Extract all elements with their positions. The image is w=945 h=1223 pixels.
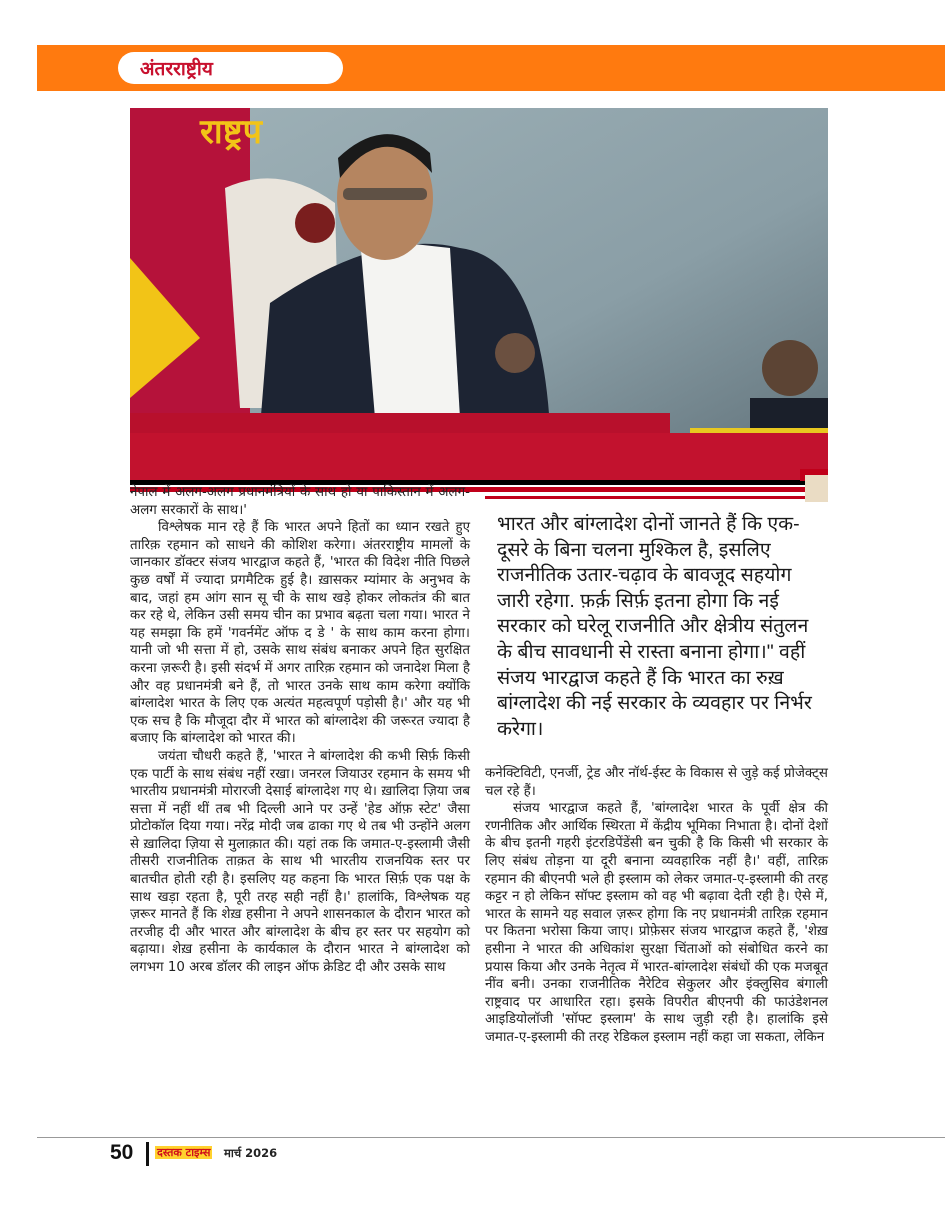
section-title: अंतरराष्ट्रीय xyxy=(140,58,213,80)
paragraph: विश्लेषक मान रहे हैं कि भारत अपने हितों का ध्यान रखते हुए तारिक़ रहमान को साधने की कोशिश करेगा। अंतरराष्ट्रीय मामलों के जानकार डॉक्टर संजय भारद्वाज कहते हैं, 'भारत की विदेश नीति पिछले कुछ वर्षों में ज्यादा प्रगमैटिक हुई है। ख़ासकर म्यांमार के अनुभव के बाद, जहां हम आंग सान सू ची के साथ खड़े होकर लोकतंत्र की बात कर रहे थे, लेकिन उसी समय चीन का प्रभाव बढ़ता चला गया। भारत ने यह समझा कि हमें 'गवर्नमेंट ऑफ द डे ' के साथ काम करना होगा। यानी जो भी सत्ता में हो, उसके साथ संबंध बनाकर अपने हित सुरक्षित करना ज़रूरी है। इसी संदर्भ में अगर तारिक़ रहमान को जनादेश मिला है और वह प्रधानमंत्री बने हैं, तो भारत उनके साथ काम करेगा क्योंकि बांग्लादेश भारत के लिए एक अत्यंत महत्वपूर्ण पड़ोसी है।' और यह भी एक सच है कि मौजूदा दौर में भारत को बांग्लादेश की जरूरत ज्यादा है बजाए कि बांग्लादेश को भारत की। xyxy=(130,520,470,747)
flag-lettering: राष्ट्रप xyxy=(200,112,262,152)
footer-rule xyxy=(37,1137,945,1138)
paragraph: जयंता चौधरी कहते हैं, 'भारत ने बांग्लादेश की कभी सिर्फ़ किसी एक पार्टी के साथ संबंध नहीं रखा। जनरल जियाउर रहमान के समय भी भारतीय प्रधानमंत्री मोरारजी देसाई बांग्लादेश गए थे। ख़ालिदा ज़िया जब सत्ता में नहीं थीं तब भी दिल्ली आने पर उन्हें 'हेड ऑफ़ स्टेट' जैसा प्रोटोकॉल दिया गया। नरेंद्र मोदी जब ढाका गए थे तब भी उन्होंने अलग से ख़ालिदा ज़िया से मुलाक़ात की। यहां तक कि जमात-ए-इस्लामी जैसी तीसरी राजनीतिक ताक़त के साथ भी भारतीय राजनयिक स्तर पर बातचीत होती रही है। इसलिए यह कहना कि भारत सिर्फ़ एक पक्ष के साथ खड़ा रहता है, पूरी तरह सही नहीं है।' हालांकि, विश्लेषक यह ज़रूर मानते हैं कि शेख़ हसीना ने अपने शासनकाल के दौरान भारत को तरजीह दी और भारत और बांग्लादेश के बीच हर स्तर पर सहयोग को बढ़ाया। शेख़ हसीना के कार्यकाल के दौरान भारत ने बांग्लादेश को लगभग 10 अरब डॉलर की लाइन ऑफ क्रेडिट दी और उसके साथ xyxy=(130,748,470,976)
paragraph: संजय भारद्वाज कहते हैं, 'बांग्लादेश भारत के पूर्वी क्षेत्र की रणनीतिक और आर्थिक स्थिरता में केंद्रीय भूमिका निभाता है। दोनों देशों के बीच इतनी गहरी इंटरडिपेंडेंसी बन चुकी है कि किसी भी सरकार के लिए संबंध तोड़ना या दूरी बनाना व्यवहारिक नहीं है।' वहीं, तारिक़ रहमान की बीएनपी भले ही इस्लाम को लेकर जमात-ए-इस्लामी की तरह कट्टर न हो लेकिन सॉफ्ट इस्लाम को वह भी बढ़ावा देती रही है। ऐसे में, भारत के सामने यह सवाल ज़रूर होगा कि नए प्रधानमंत्री तारिक़ रहमान पर कितना भरोसा किया जाए। प्रोफ़ेसर संजय भारद्वाज कहते हैं, 'शेख़ हसीना ने भारत की अधिकांश सुरक्षा चिंताओं को संबोधित करने का प्रयास किया और उनके नेतृत्व में भारत-बांग्लादेश संबंधों की एक मजबूत नींव बनी। उनका राजनीतिक नैरेटिव सेकुलर और इंक्लुसिव बंगाली राष्ट्रवाद पर आधारित रहा। इसके विपरीत बीएनपी की फाउंडेशनल आइडियोलॉजी 'सॉफ्ट इस्लाम' के साथ जुड़ी रही है। हालांकि इसे जमात-ए-इस्लामी की तरह रेडिकल इस्लाम नहीं कहा जा सकता, लेकिन xyxy=(485,801,828,1045)
pull-quote: भारत और बांग्लादेश दोनों जानते हैं कि एक-दूसरे के बिना चलना मुश्किल है, इसलिए राजनीतिक उतार-चढ़ाव के बावजूद सहयोग जारी रहेगा. फ़र्क़ सिर्फ़ इतना होगा कि नई सरकार को घरेलू राजनीति और क्षेत्रीय संतुलन के बीच सावधानी से रास्ता बनाना होगा।" वहीं संजय भारद्वाज कहते हैं कि भारत का रुख़ बांग्लादेश की नई सरकार के व्यवहार पर निर्भर करेगा। xyxy=(497,513,812,740)
paragraph: नेपाल में अलग-अलग प्रधानमंत्रियों के साथ हो या पाकिस्तान में अलग-अलग सरकारों के साथ।' xyxy=(130,485,470,518)
issue-date: मार्च 2026 xyxy=(224,1146,278,1160)
right-column xyxy=(485,765,828,1047)
decorative-beige-block xyxy=(805,475,828,502)
photo-illustration xyxy=(130,108,828,480)
left-column xyxy=(130,484,470,977)
page-number: 50 xyxy=(110,1141,134,1164)
red-divider-thin xyxy=(485,496,806,499)
article-photo xyxy=(130,108,828,480)
magazine-logo: दस्तक टाइम्स xyxy=(157,1146,211,1159)
footer-separator xyxy=(146,1142,149,1166)
paragraph: कनेक्टिविटी, एनर्जी, ट्रेड और नॉर्थ-ईस्ट के विकास से जुड़े कई प्रोजेक्ट्स चल रहे हैं। xyxy=(485,766,828,799)
